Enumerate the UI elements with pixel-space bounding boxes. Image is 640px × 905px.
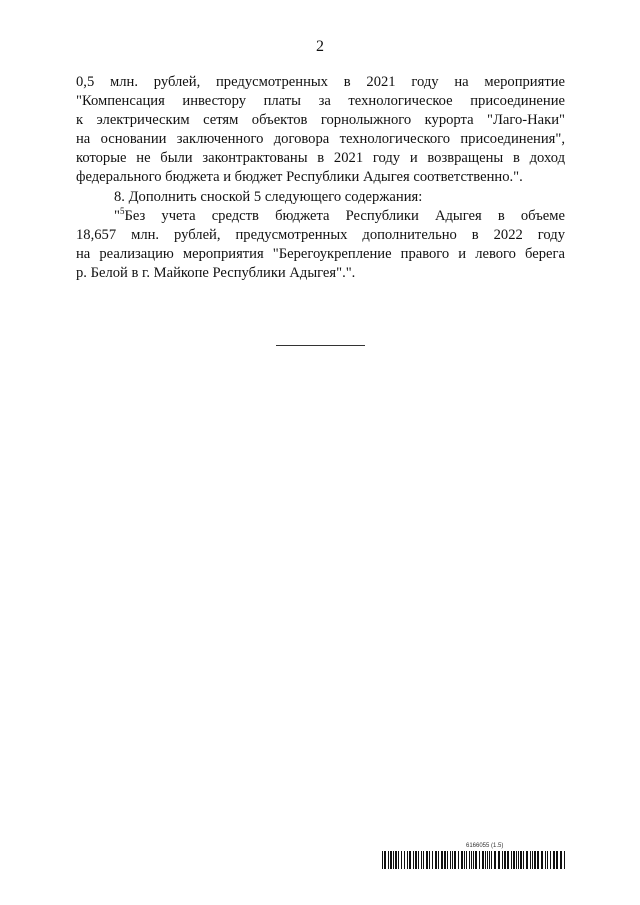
barcode-bar bbox=[421, 851, 422, 869]
barcode-bar bbox=[482, 851, 484, 869]
barcode-bar bbox=[523, 851, 524, 869]
paragraph-line: "Компенсация инвестору платы за технологическое присоединение bbox=[76, 93, 565, 110]
barcode-bar bbox=[511, 851, 512, 869]
barcode-bar bbox=[469, 851, 470, 869]
barcode-bar bbox=[547, 851, 548, 869]
barcode-bar bbox=[553, 851, 555, 869]
paragraph-line: на основании заключенного договора технологического присоединения", bbox=[76, 131, 565, 148]
barcode-bar bbox=[556, 851, 558, 869]
paragraph-line: р. Белой в г. Майкопе Республики Адыгея".". bbox=[76, 264, 356, 281]
document-body bbox=[76, 73, 565, 283]
barcode-bar bbox=[537, 851, 539, 869]
barcode-bar bbox=[479, 851, 480, 869]
barcode-bar bbox=[441, 851, 443, 869]
barcode-bar bbox=[507, 851, 509, 869]
barcode-bar bbox=[444, 851, 446, 869]
barcode-bar bbox=[398, 851, 399, 869]
barcode-bar bbox=[485, 851, 486, 869]
barcode-bar bbox=[390, 851, 392, 869]
paragraph-line: к электрическим сетям объектов горнолыжного курорта "Лаго-Наки" bbox=[76, 112, 565, 129]
barcode-bar bbox=[432, 851, 433, 869]
barcode-bar bbox=[516, 851, 517, 869]
barcode-bar bbox=[520, 851, 522, 869]
barcode-bar bbox=[382, 851, 383, 869]
barcode-bar bbox=[518, 851, 519, 869]
barcode-bar bbox=[560, 851, 562, 869]
barcode-bar bbox=[450, 851, 451, 869]
barcode-bar bbox=[502, 851, 503, 869]
paragraph-footnote-text bbox=[76, 207, 565, 283]
barcode-bar bbox=[489, 851, 490, 869]
barcode-bar bbox=[393, 851, 394, 869]
barcode-bar bbox=[409, 851, 411, 869]
barcode-bar bbox=[532, 851, 533, 869]
barcode-bar bbox=[407, 851, 408, 869]
barcode-bar bbox=[464, 851, 465, 869]
barcode-bar bbox=[418, 851, 419, 869]
barcode-bar bbox=[423, 851, 424, 869]
footnote-line-text: Без учета средств бюджета Республики Адыгея в объеме bbox=[124, 207, 565, 224]
paragraph-continuation bbox=[76, 73, 565, 188]
barcode-bar bbox=[438, 851, 439, 869]
barcode-bar bbox=[452, 851, 453, 869]
barcode-bar bbox=[534, 851, 536, 869]
barcode-bar bbox=[471, 851, 472, 869]
barcode-bar bbox=[504, 851, 506, 869]
barcode-bar bbox=[530, 851, 531, 869]
barcode-bar bbox=[541, 851, 543, 869]
barcode-bar bbox=[395, 851, 397, 869]
barcode-bar bbox=[429, 851, 430, 869]
paragraph-line: 18,657 млн. рублей, предусмотренных дополнительно в 2022 году bbox=[76, 226, 565, 243]
barcode-bar bbox=[473, 851, 474, 869]
barcode-bar bbox=[461, 851, 463, 869]
barcode-bar bbox=[413, 851, 414, 869]
barcode-bar bbox=[564, 851, 565, 869]
barcode-bar bbox=[426, 851, 428, 869]
barcode-bar bbox=[404, 851, 405, 869]
barcode-bar bbox=[415, 851, 417, 869]
footnote-mark: 5 bbox=[119, 205, 125, 216]
barcode-bar bbox=[466, 851, 467, 869]
barcode-bar bbox=[447, 851, 448, 869]
barcode-bar bbox=[388, 851, 389, 869]
paragraph-item-8 bbox=[76, 188, 565, 207]
barcode-bar bbox=[458, 851, 459, 869]
end-separator-line bbox=[276, 345, 365, 346]
barcode-bar bbox=[498, 851, 500, 869]
barcode-bar bbox=[475, 851, 477, 869]
paragraph-line: 8. Дополнить сноской 5 следующего содержания: bbox=[114, 188, 423, 205]
barcode-bar bbox=[435, 851, 437, 869]
barcode-bar bbox=[526, 851, 528, 869]
barcode-bar bbox=[401, 851, 402, 869]
barcode-bar bbox=[384, 851, 386, 869]
opening-quote: " bbox=[114, 207, 120, 224]
paragraph-line: федерального бюджета и бюджет Республики Адыгея соответственно.". bbox=[76, 169, 523, 186]
paragraph-line: которые не были законтрактованы в 2021 году и возвращены в доход bbox=[76, 150, 565, 167]
barcode-bar bbox=[494, 851, 496, 869]
barcode-bar bbox=[487, 851, 488, 869]
barcode-bar bbox=[491, 851, 492, 869]
paragraph-line: на реализацию мероприятия "Берегоукрепление правого и левого берега bbox=[76, 245, 565, 262]
barcode-bar bbox=[513, 851, 515, 869]
barcode-bar bbox=[550, 851, 551, 869]
barcode-bar bbox=[454, 851, 456, 869]
page-number: 2 bbox=[316, 38, 324, 55]
paragraph-line: 0,5 млн. рублей, предусмотренных в 2021 году на мероприятие bbox=[76, 74, 565, 90]
paragraph-line bbox=[76, 207, 565, 226]
barcode-bar bbox=[545, 851, 546, 869]
document-code: 6166055 (1.5) bbox=[466, 843, 504, 849]
barcode bbox=[382, 851, 568, 869]
